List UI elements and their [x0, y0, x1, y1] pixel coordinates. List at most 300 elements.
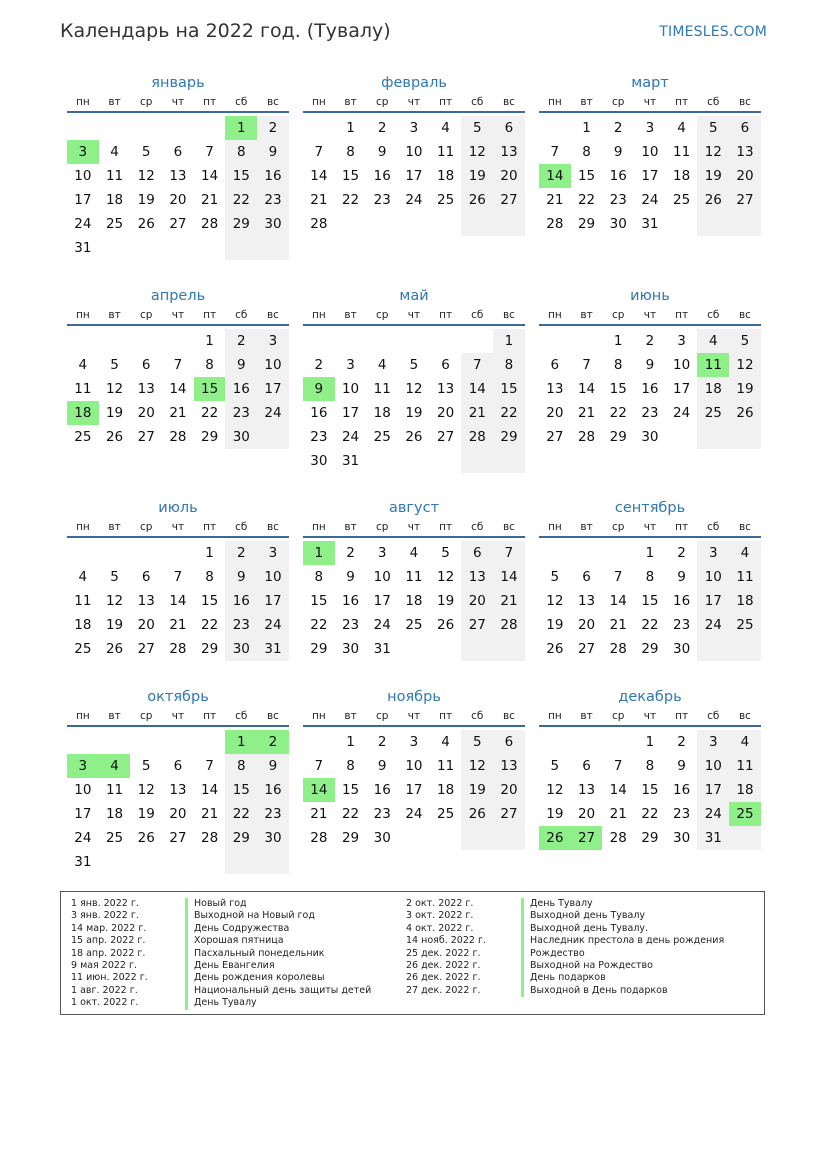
day-cell: 21	[493, 589, 525, 613]
day-cell: 24	[405, 192, 423, 208]
day-cell: 5	[729, 329, 761, 353]
day-cell: 31	[641, 216, 659, 232]
day-grid	[539, 541, 761, 661]
weekday-label: вт	[108, 96, 121, 108]
empty-cell	[539, 541, 571, 565]
day-cell: 31	[74, 854, 92, 870]
day-cell: 23	[609, 192, 627, 208]
day-cell: 7	[314, 758, 324, 774]
day-cell: 2	[314, 357, 324, 373]
day-cell: 21	[169, 617, 187, 633]
day-cell: 22	[201, 617, 219, 633]
weekday-label: пт	[675, 710, 689, 722]
day-cell: 16	[310, 405, 328, 421]
day-cell: 9	[677, 569, 686, 585]
day-cell: 22	[225, 802, 257, 826]
weekday-label: пт	[203, 710, 217, 722]
holiday-name: Пасхальный понедельник	[185, 948, 371, 960]
day-cell: 3	[67, 140, 99, 164]
empty-cell	[194, 116, 226, 140]
weekday-label: вс	[738, 96, 751, 108]
holiday-name: Выходной в День подарков	[521, 985, 724, 997]
day-cell: 6	[461, 541, 493, 565]
day-cell: 13	[493, 140, 525, 164]
weekday-label: чт	[407, 309, 421, 321]
weekday-label: ср	[611, 96, 625, 108]
empty-cell	[99, 850, 131, 874]
day-cell: 30	[310, 453, 328, 469]
day-cell: 4	[729, 730, 761, 754]
day-cell: 1	[225, 730, 257, 754]
weekday-label: пт	[675, 96, 689, 108]
empty-cell	[493, 826, 525, 850]
day-cell: 29	[641, 830, 659, 846]
day-cell: 4	[110, 144, 119, 160]
holiday-date: 14 мар. 2022 г.	[71, 922, 147, 934]
day-cell: 14	[609, 782, 627, 798]
day-grid	[67, 541, 289, 661]
day-cell: 19	[546, 617, 564, 633]
day-cell: 2	[677, 734, 686, 750]
day-cell: 9	[377, 144, 387, 160]
day-cell: 2	[346, 545, 355, 561]
day-cell: 6	[173, 758, 183, 774]
day-cell: 4	[677, 120, 686, 136]
day-cell: 28	[493, 613, 525, 637]
day-cell: 20	[437, 405, 455, 421]
day-cell: 18	[673, 168, 691, 184]
weekday-label: вт	[580, 309, 593, 321]
day-cell: 26	[539, 826, 571, 850]
day-cell: 6	[550, 357, 560, 373]
empty-cell	[729, 637, 761, 661]
holiday-date: 18 апр. 2022 г.	[71, 947, 146, 959]
holiday-legend	[60, 891, 765, 1015]
empty-cell	[67, 730, 99, 754]
day-cell: 29	[609, 429, 627, 445]
day-cell: 24	[405, 806, 423, 822]
day-cell: 1	[205, 333, 214, 349]
month-12	[539, 686, 761, 850]
day-cell: 5	[141, 758, 151, 774]
day-cell: 8	[582, 144, 591, 160]
holiday-name: Новый год	[185, 898, 371, 910]
day-cell: 23	[341, 617, 360, 633]
day-cell: 13	[493, 754, 525, 778]
weekday-label: пн	[75, 710, 90, 722]
day-cell: 7	[461, 353, 493, 377]
day-cell: 14	[539, 164, 571, 188]
day-cell: 17	[697, 778, 729, 802]
day-cell: 2	[377, 734, 387, 750]
day-cell: 14	[201, 782, 219, 798]
weekday-header	[539, 708, 761, 727]
day-cell: 28	[169, 641, 187, 657]
day-cell: 21	[169, 405, 187, 421]
day-cell: 5	[441, 545, 450, 561]
legend-left-dates	[71, 898, 148, 1010]
day-cell: 31	[74, 240, 92, 256]
day-cell: 1	[225, 116, 257, 140]
day-cell: 11	[105, 782, 124, 798]
weekday-header	[539, 307, 761, 326]
day-cell: 10	[697, 565, 729, 589]
weekday-label: ср	[375, 710, 389, 722]
day-cell: 16	[373, 782, 391, 798]
day-cell: 6	[493, 116, 525, 140]
day-cell: 3	[67, 754, 99, 778]
month-name: январь	[151, 75, 205, 91]
day-cell: 26	[461, 188, 493, 212]
day-cell: 30	[641, 429, 659, 445]
day-cell: 10	[405, 144, 423, 160]
day-cell: 5	[461, 116, 493, 140]
day-cell: 12	[697, 140, 729, 164]
day-cell: 15	[225, 164, 257, 188]
holiday-name: Национальный день защиты детей	[185, 985, 371, 997]
weekday-label: пн	[547, 96, 562, 108]
day-cell: 24	[74, 216, 92, 232]
day-grid	[67, 730, 289, 874]
weekday-label: сб	[707, 710, 720, 722]
day-cell: 9	[225, 353, 257, 377]
day-cell: 8	[205, 357, 214, 373]
day-cell: 29	[225, 212, 257, 236]
day-cell: 6	[141, 569, 151, 585]
day-cell: 16	[673, 593, 691, 609]
day-cell: 4	[729, 541, 761, 565]
day-cell: 4	[78, 357, 88, 373]
weekday-label: ср	[139, 96, 153, 108]
day-cell: 27	[137, 429, 155, 445]
legend-right-dates	[406, 898, 486, 997]
day-cell: 11	[105, 168, 124, 184]
day-cell: 28	[169, 429, 187, 445]
weekday-label: пн	[75, 96, 90, 108]
day-cell: 2	[225, 329, 257, 353]
day-grid	[539, 116, 761, 236]
day-cell: 5	[550, 758, 560, 774]
empty-cell	[162, 541, 194, 565]
day-cell: 3	[257, 541, 289, 565]
empty-cell	[366, 449, 398, 473]
day-cell: 14	[169, 593, 187, 609]
site-link[interactable]: TIMESLES.COM	[659, 24, 767, 40]
day-cell: 19	[137, 192, 155, 208]
day-cell: 26	[437, 617, 455, 633]
day-cell: 28	[546, 216, 564, 232]
month-name: декабрь	[618, 689, 682, 705]
day-cell: 19	[461, 778, 493, 802]
day-cell: 15	[609, 381, 627, 397]
month-4	[67, 285, 289, 449]
day-cell: 25	[373, 429, 391, 445]
day-cell: 21	[201, 192, 219, 208]
weekday-label: вс	[502, 710, 515, 722]
day-cell: 29	[201, 641, 219, 657]
weekday-label: сб	[235, 521, 248, 533]
empty-cell	[303, 116, 335, 140]
day-cell: 27	[437, 429, 455, 445]
day-cell: 12	[437, 569, 455, 585]
day-cell: 30	[257, 826, 289, 850]
month-5	[303, 285, 525, 473]
day-cell: 7	[613, 569, 623, 585]
weekday-label: пт	[203, 521, 217, 533]
day-cell: 3	[645, 120, 655, 136]
holiday-date: 3 янв. 2022 г.	[71, 910, 139, 922]
empty-cell	[493, 637, 525, 661]
day-cell: 13	[137, 593, 155, 609]
month-name: август	[388, 500, 440, 516]
day-cell: 2	[613, 120, 623, 136]
day-cell: 19	[437, 593, 455, 609]
empty-cell	[697, 637, 729, 661]
empty-cell	[130, 236, 162, 260]
day-cell: 21	[310, 806, 328, 822]
empty-cell	[493, 212, 525, 236]
day-cell: 10	[341, 381, 360, 397]
day-cell: 9	[257, 140, 289, 164]
day-cell: 8	[645, 758, 655, 774]
day-cell: 17	[697, 589, 729, 613]
holiday-date: 3 окт. 2022 г.	[406, 910, 474, 922]
day-cell: 9	[225, 565, 257, 589]
day-cell: 30	[373, 830, 391, 846]
day-cell: 11	[729, 565, 761, 589]
month-2	[303, 72, 525, 236]
day-cell: 17	[257, 589, 289, 613]
day-cell: 8	[314, 569, 324, 585]
empty-cell	[398, 212, 430, 236]
day-cell: 6	[582, 758, 591, 774]
weekday-label: чт	[643, 710, 657, 722]
day-cell: 16	[609, 168, 627, 184]
weekday-header	[67, 307, 289, 326]
day-cell: 23	[673, 617, 691, 633]
day-cell: 14	[493, 565, 525, 589]
holiday-date: 4 окт. 2022 г.	[406, 922, 474, 934]
weekday-label: вс	[502, 96, 515, 108]
empty-cell	[67, 116, 99, 140]
day-cell: 21	[609, 617, 627, 633]
day-cell: 15	[194, 377, 226, 401]
day-cell: 4	[697, 329, 729, 353]
day-cell: 16	[341, 593, 360, 609]
day-cell: 4	[377, 357, 387, 373]
month-name: октябрь	[147, 689, 209, 705]
day-cell: 20	[729, 164, 761, 188]
day-cell: 28	[609, 641, 627, 657]
weekday-label: чт	[407, 96, 421, 108]
day-cell: 24	[74, 830, 92, 846]
empty-cell	[162, 116, 194, 140]
day-cell: 8	[346, 758, 355, 774]
month-name: июнь	[630, 288, 670, 304]
weekday-label: сб	[471, 521, 484, 533]
day-cell: 8	[225, 754, 257, 778]
weekday-label: ср	[375, 96, 389, 108]
holiday-name: Выходной на Рождество	[521, 960, 724, 972]
day-cell: 12	[546, 782, 564, 798]
day-cell: 28	[310, 216, 328, 232]
day-cell: 6	[582, 569, 591, 585]
holiday-date: 1 окт. 2022 г.	[71, 997, 139, 1009]
day-cell: 5	[409, 357, 419, 373]
weekday-label: пн	[75, 521, 90, 533]
day-cell: 24	[697, 613, 729, 637]
empty-cell	[194, 236, 226, 260]
day-grid	[67, 116, 289, 260]
empty-cell	[130, 730, 162, 754]
day-cell: 24	[673, 405, 691, 421]
day-cell: 26	[729, 401, 761, 425]
weekday-label: пт	[203, 309, 217, 321]
day-cell: 6	[441, 357, 450, 373]
day-cell: 21	[609, 806, 627, 822]
empty-cell	[130, 329, 162, 353]
day-cell: 6	[493, 730, 525, 754]
day-cell: 25	[697, 401, 729, 425]
legend-right-names	[521, 898, 724, 997]
weekday-header	[539, 94, 761, 113]
weekday-label: вт	[344, 96, 357, 108]
empty-cell	[539, 116, 571, 140]
weekday-label: чт	[643, 96, 657, 108]
day-cell: 4	[441, 120, 450, 136]
empty-cell	[571, 329, 603, 353]
day-cell: 14	[461, 377, 493, 401]
day-cell: 25	[437, 806, 455, 822]
empty-cell	[257, 850, 289, 874]
day-cell: 23	[225, 613, 257, 637]
month-1	[67, 72, 289, 260]
weekday-label: пт	[439, 710, 453, 722]
day-cell: 30	[609, 216, 627, 232]
day-cell: 30	[673, 641, 691, 657]
month-name: ноябрь	[387, 689, 441, 705]
holiday-name: Хорошая пятница	[185, 935, 371, 947]
day-cell: 28	[609, 830, 627, 846]
empty-cell	[303, 329, 335, 353]
empty-cell	[461, 637, 493, 661]
day-cell: 10	[641, 144, 659, 160]
day-cell: 24	[641, 192, 659, 208]
day-cell: 22	[493, 401, 525, 425]
weekday-label: вс	[266, 521, 279, 533]
empty-cell	[162, 329, 194, 353]
empty-cell	[461, 826, 493, 850]
holiday-date: 15 апр. 2022 г.	[71, 935, 146, 947]
day-cell: 19	[105, 617, 124, 633]
day-cell: 7	[205, 758, 214, 774]
weekday-label: вт	[344, 309, 357, 321]
empty-cell	[602, 730, 634, 754]
day-cell: 23	[373, 806, 391, 822]
empty-cell	[99, 116, 131, 140]
empty-cell	[130, 850, 162, 874]
day-cell: 25	[105, 830, 124, 846]
weekday-label: сб	[707, 521, 720, 533]
day-cell: 22	[225, 188, 257, 212]
empty-cell	[162, 850, 194, 874]
weekday-label: сб	[235, 96, 248, 108]
day-cell: 3	[697, 541, 729, 565]
day-cell: 10	[74, 782, 92, 798]
day-cell: 10	[697, 754, 729, 778]
holiday-date: 1 янв. 2022 г.	[71, 898, 139, 909]
day-cell: 22	[577, 192, 596, 208]
day-cell: 5	[110, 569, 119, 585]
day-grid	[67, 329, 289, 449]
day-cell: 23	[373, 192, 391, 208]
legend-left-names	[185, 898, 371, 1010]
weekday-label: вт	[108, 309, 121, 321]
day-cell: 29	[641, 641, 659, 657]
weekday-label: вс	[738, 309, 751, 321]
day-cell: 15	[493, 377, 525, 401]
holiday-name: День подарков	[521, 972, 724, 984]
weekday-label: пт	[675, 521, 689, 533]
day-cell: 18	[437, 168, 455, 184]
day-cell: 12	[405, 381, 423, 397]
day-cell: 19	[697, 164, 729, 188]
empty-cell	[461, 329, 493, 353]
day-cell: 18	[405, 593, 423, 609]
day-cell: 18	[729, 589, 761, 613]
day-cell: 17	[257, 377, 289, 401]
day-cell: 13	[577, 782, 596, 798]
day-cell: 30	[257, 212, 289, 236]
day-cell: 13	[169, 782, 187, 798]
day-cell: 8	[205, 569, 214, 585]
empty-cell	[430, 329, 462, 353]
weekday-header	[67, 708, 289, 727]
day-cell: 28	[201, 830, 219, 846]
day-cell: 3	[409, 120, 419, 136]
day-cell: 9	[377, 758, 387, 774]
day-cell: 10	[373, 569, 391, 585]
holiday-name: День Тувалу	[185, 997, 371, 1009]
day-cell: 23	[225, 401, 257, 425]
day-cell: 1	[346, 120, 355, 136]
empty-cell	[666, 212, 698, 236]
empty-cell	[99, 730, 131, 754]
day-cell: 11	[437, 758, 455, 774]
month-name: июль	[158, 500, 198, 516]
day-cell: 8	[493, 353, 525, 377]
day-cell: 17	[341, 405, 360, 421]
day-grid	[303, 329, 525, 473]
day-cell: 30	[225, 637, 257, 661]
day-cell: 29	[310, 641, 328, 657]
weekday-label: вт	[580, 96, 593, 108]
empty-cell	[99, 236, 131, 260]
day-cell: 26	[461, 802, 493, 826]
empty-cell	[697, 425, 729, 449]
day-cell: 14	[201, 168, 219, 184]
day-cell: 4	[78, 569, 88, 585]
weekday-header	[303, 708, 525, 727]
holiday-name: День Евангелия	[185, 960, 371, 972]
day-cell: 12	[105, 381, 124, 397]
empty-cell	[67, 541, 99, 565]
day-cell: 8	[225, 140, 257, 164]
holiday-date: 11 июн. 2022 г.	[71, 972, 148, 984]
day-cell: 3	[677, 333, 686, 349]
month-7	[67, 497, 289, 661]
day-cell: 18	[105, 806, 124, 822]
